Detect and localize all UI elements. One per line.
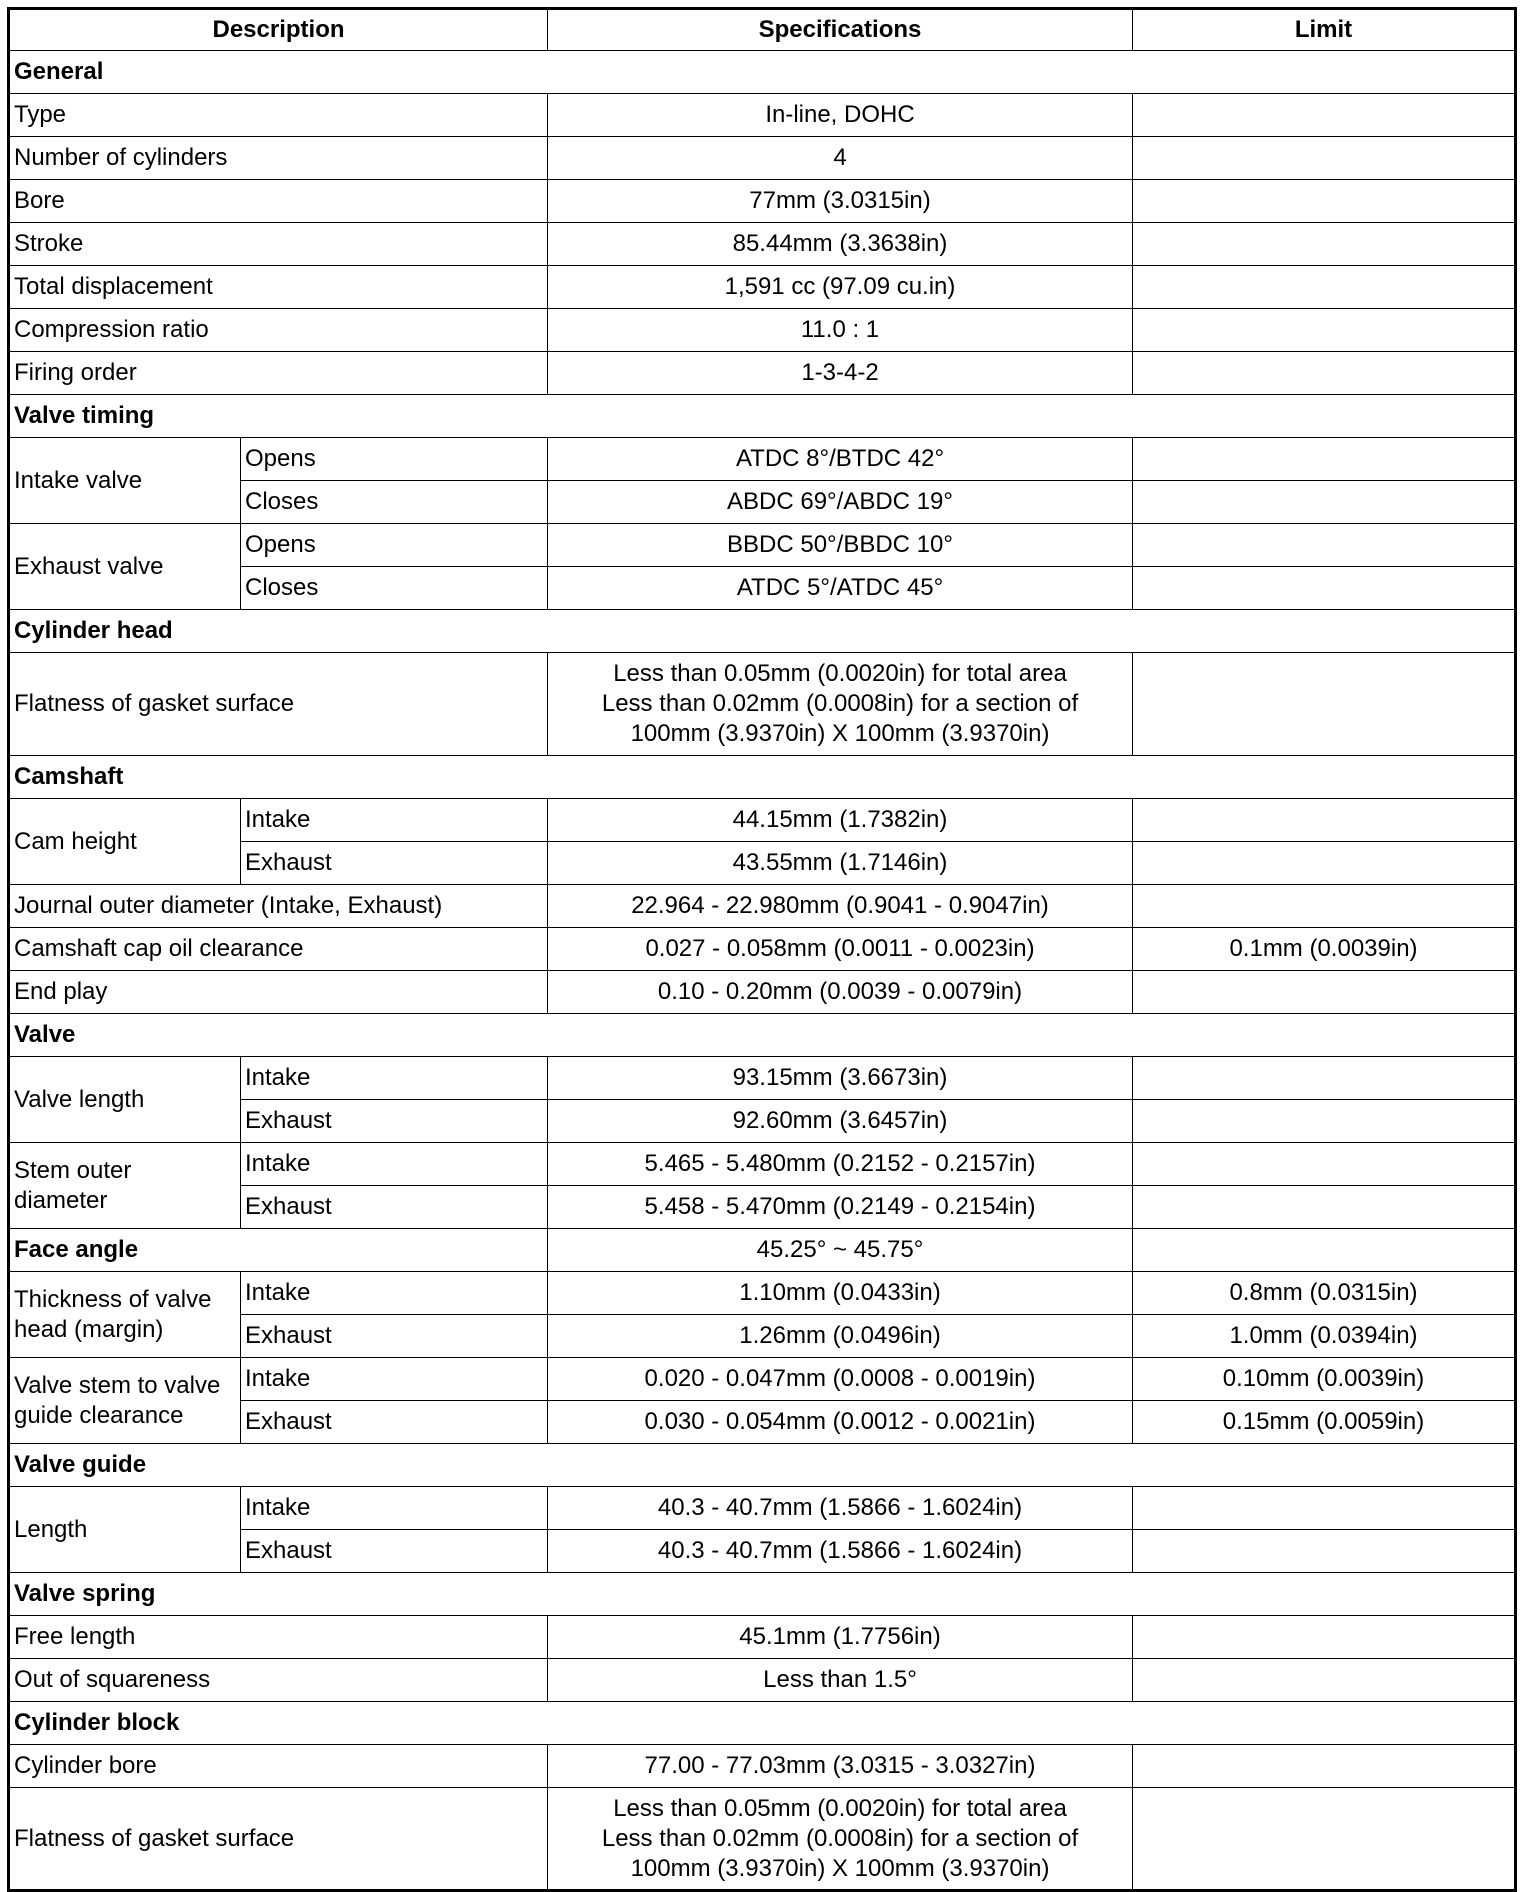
section-row xyxy=(9,1444,1516,1487)
row-label: Valve length xyxy=(9,1057,241,1143)
header-limit: Limit xyxy=(1133,9,1516,51)
row-limit xyxy=(1133,309,1516,352)
row-label: Exhaust valve xyxy=(9,524,241,610)
row-label: Intake valve xyxy=(9,438,241,524)
row-label: Out of squareness xyxy=(9,1659,548,1702)
row-label: Flatness of gasket surface xyxy=(9,653,548,756)
row-limit xyxy=(1133,1659,1516,1702)
row-spec: 22.964 - 22.980mm (0.9041 - 0.9047in) xyxy=(548,885,1133,928)
row-spec: 43.55mm (1.7146in) xyxy=(548,842,1133,885)
spec-line: 100mm (3.9370in) X 100mm (3.9370in) xyxy=(630,720,1050,747)
row-label: Camshaft cap oil clearance xyxy=(9,928,548,971)
row-label: Compression ratio xyxy=(9,309,548,352)
row-limit: 0.10mm (0.0039in) xyxy=(1133,1358,1516,1401)
spec-line: Less than 0.05mm (0.0020in) for total area xyxy=(613,1794,1067,1822)
row-spec: 40.3 - 40.7mm (1.5866 - 1.6024in) xyxy=(548,1530,1133,1573)
row-limit xyxy=(1133,1530,1516,1573)
spec-table xyxy=(7,7,1517,1892)
row-spec: 1,591 cc (97.09 cu.in) xyxy=(548,266,1133,309)
row-limit xyxy=(1133,842,1516,885)
spec-line: Less than 0.05mm (0.0020in) for total area xyxy=(613,660,1067,687)
spec-line: Less than 0.02mm (0.0008in) for a section of xyxy=(601,690,1079,717)
row-limit xyxy=(1133,567,1516,610)
label-line: Thickness of valve xyxy=(14,1285,212,1313)
row-limit xyxy=(1133,94,1516,137)
section-row xyxy=(9,395,1516,438)
row-limit xyxy=(1133,1616,1516,1659)
row-label xyxy=(9,1358,241,1444)
section-cylinder-block: Cylinder block xyxy=(9,1702,1516,1745)
row-label: Stroke xyxy=(9,223,548,266)
row-spec: 45.1mm (1.7756in) xyxy=(548,1616,1133,1659)
row-spec: 40.3 - 40.7mm (1.5866 - 1.6024in) xyxy=(548,1487,1133,1530)
table-header-row xyxy=(9,9,1516,51)
row-sublabel: Exhaust xyxy=(241,1401,548,1444)
table-row xyxy=(9,223,1516,266)
row-label: End play xyxy=(9,971,548,1014)
section-camshaft: Camshaft xyxy=(9,756,1516,799)
row-limit xyxy=(1133,1057,1516,1100)
row-label: Face angle xyxy=(9,1229,548,1272)
row-limit xyxy=(1133,352,1516,395)
row-spec: 77.00 - 77.03mm (3.0315 - 3.0327in) xyxy=(548,1745,1133,1788)
table-row xyxy=(9,1057,1516,1100)
row-limit xyxy=(1133,1487,1516,1530)
row-sublabel: Intake xyxy=(241,1487,548,1530)
row-sublabel: Intake xyxy=(241,799,548,842)
header-description: Description xyxy=(9,9,548,51)
row-label: Flatness of gasket surface xyxy=(9,1788,548,1891)
row-limit xyxy=(1133,137,1516,180)
table-row xyxy=(9,524,1516,567)
row-limit xyxy=(1133,1143,1516,1186)
row-spec xyxy=(548,1788,1133,1891)
section-valve-guide: Valve guide xyxy=(9,1444,1516,1487)
table-row xyxy=(9,1229,1516,1272)
table-row xyxy=(9,885,1516,928)
row-spec: 85.44mm (3.3638in) xyxy=(548,223,1133,266)
row-limit xyxy=(1133,1745,1516,1788)
section-valve: Valve xyxy=(9,1014,1516,1057)
row-sublabel: Opens xyxy=(241,524,548,567)
row-spec: 44.15mm (1.7382in) xyxy=(548,799,1133,842)
row-sublabel: Exhaust xyxy=(241,1100,548,1143)
spec-line: Less than 0.02mm (0.0008in) for a section of xyxy=(601,1824,1079,1852)
row-spec: 77mm (3.0315in) xyxy=(548,180,1133,223)
table-row xyxy=(9,928,1516,971)
row-label: Journal outer diameter (Intake, Exhaust) xyxy=(9,885,548,928)
table-row xyxy=(9,1659,1516,1702)
row-limit xyxy=(1133,481,1516,524)
row-spec: 11.0 : 1 xyxy=(548,309,1133,352)
row-label: Cam height xyxy=(9,799,241,885)
row-spec: 92.60mm (3.6457in) xyxy=(548,1100,1133,1143)
row-limit xyxy=(1133,438,1516,481)
row-limit xyxy=(1133,971,1516,1014)
row-limit xyxy=(1133,799,1516,842)
header-specifications: Specifications xyxy=(548,9,1133,51)
row-limit: 0.15mm (0.0059in) xyxy=(1133,1401,1516,1444)
label-line: Stem outer xyxy=(14,1156,132,1184)
row-sublabel: Closes xyxy=(241,567,548,610)
table-row xyxy=(9,352,1516,395)
row-label: Total displacement xyxy=(9,266,548,309)
row-sublabel: Intake xyxy=(241,1143,548,1186)
row-label: Type xyxy=(9,94,548,137)
row-spec: 0.020 - 0.047mm (0.0008 - 0.0019in) xyxy=(548,1358,1133,1401)
row-spec: 1.26mm (0.0496in) xyxy=(548,1315,1133,1358)
row-spec: ABDC 69°/ABDC 19° xyxy=(548,481,1133,524)
row-limit xyxy=(1133,1229,1516,1272)
table-row xyxy=(9,309,1516,352)
row-limit xyxy=(1133,653,1516,756)
row-limit xyxy=(1133,223,1516,266)
row-spec: 0.10 - 0.20mm (0.0039 - 0.0079in) xyxy=(548,971,1133,1014)
row-limit: 1.0mm (0.0394in) xyxy=(1133,1315,1516,1358)
label-line: Valve stem to valve xyxy=(14,1371,221,1399)
table-row xyxy=(9,799,1516,842)
row-spec: 0.030 - 0.054mm (0.0012 - 0.0021in) xyxy=(548,1401,1133,1444)
row-spec: 93.15mm (3.6673in) xyxy=(548,1057,1133,1100)
row-spec: 45.25° ~ 45.75° xyxy=(548,1229,1133,1272)
row-spec: 0.027 - 0.058mm (0.0011 - 0.0023in) xyxy=(548,928,1133,971)
row-sublabel: Exhaust xyxy=(241,1315,548,1358)
row-sublabel: Exhaust xyxy=(241,1186,548,1229)
row-sublabel: Intake xyxy=(241,1057,548,1100)
row-limit: 0.1mm (0.0039in) xyxy=(1133,928,1516,971)
table-row xyxy=(9,1272,1516,1315)
section-valve-spring: Valve spring xyxy=(9,1573,1516,1616)
row-spec: In-line, DOHC xyxy=(548,94,1133,137)
row-label: Firing order xyxy=(9,352,548,395)
row-label: Bore xyxy=(9,180,548,223)
label-line: guide clearance xyxy=(14,1401,184,1429)
row-limit xyxy=(1133,180,1516,223)
row-limit xyxy=(1133,266,1516,309)
row-label xyxy=(9,1272,241,1358)
row-label: Cylinder bore xyxy=(9,1745,548,1788)
row-spec xyxy=(548,653,1133,756)
label-line: diameter xyxy=(14,1186,108,1214)
row-label: Length xyxy=(9,1487,241,1573)
section-valve-timing: Valve timing xyxy=(9,395,1516,438)
table-row xyxy=(9,266,1516,309)
row-label xyxy=(9,1143,241,1229)
row-limit xyxy=(1133,524,1516,567)
row-sublabel: Closes xyxy=(241,481,548,524)
row-spec: 1.10mm (0.0433in) xyxy=(548,1272,1133,1315)
row-limit xyxy=(1133,1100,1516,1143)
table-row xyxy=(9,137,1516,180)
table-row xyxy=(9,94,1516,137)
row-limit xyxy=(1133,1186,1516,1229)
row-sublabel: Opens xyxy=(241,438,548,481)
table-row xyxy=(9,653,1516,756)
row-sublabel: Exhaust xyxy=(241,842,548,885)
row-spec: 1-3-4-2 xyxy=(548,352,1133,395)
row-sublabel: Intake xyxy=(241,1358,548,1401)
section-general: General xyxy=(9,51,1516,94)
row-spec: BBDC 50°/BBDC 10° xyxy=(548,524,1133,567)
section-row xyxy=(9,51,1516,94)
table-row xyxy=(9,1616,1516,1659)
table-row xyxy=(9,438,1516,481)
row-sublabel: Intake xyxy=(241,1272,548,1315)
row-spec: 5.465 - 5.480mm (0.2152 - 0.2157in) xyxy=(548,1143,1133,1186)
table-row xyxy=(9,971,1516,1014)
row-spec: Less than 1.5° xyxy=(548,1659,1133,1702)
section-row xyxy=(9,1702,1516,1745)
section-row xyxy=(9,1014,1516,1057)
row-spec: 5.458 - 5.470mm (0.2149 - 0.2154in) xyxy=(548,1186,1133,1229)
section-row xyxy=(9,1573,1516,1616)
table-row xyxy=(9,1745,1516,1788)
row-sublabel: Exhaust xyxy=(241,1530,548,1573)
row-label: Free length xyxy=(9,1616,548,1659)
table-row xyxy=(9,1788,1516,1891)
row-label: Number of cylinders xyxy=(9,137,548,180)
row-spec: ATDC 5°/ATDC 45° xyxy=(548,567,1133,610)
label-line: head (margin) xyxy=(14,1315,164,1343)
table-row xyxy=(9,1143,1516,1186)
row-spec: ATDC 8°/BTDC 42° xyxy=(548,438,1133,481)
section-cylinder-head: Cylinder head xyxy=(9,610,1516,653)
row-spec: 4 xyxy=(548,137,1133,180)
table-row xyxy=(9,180,1516,223)
section-row xyxy=(9,610,1516,653)
table-row xyxy=(9,1487,1516,1530)
row-limit: 0.8mm (0.0315in) xyxy=(1133,1272,1516,1315)
table-row xyxy=(9,1358,1516,1401)
row-limit xyxy=(1133,1788,1516,1891)
spec-line: 100mm (3.9370in) X 100mm (3.9370in) xyxy=(630,1854,1050,1882)
row-limit xyxy=(1133,885,1516,928)
section-row xyxy=(9,756,1516,799)
